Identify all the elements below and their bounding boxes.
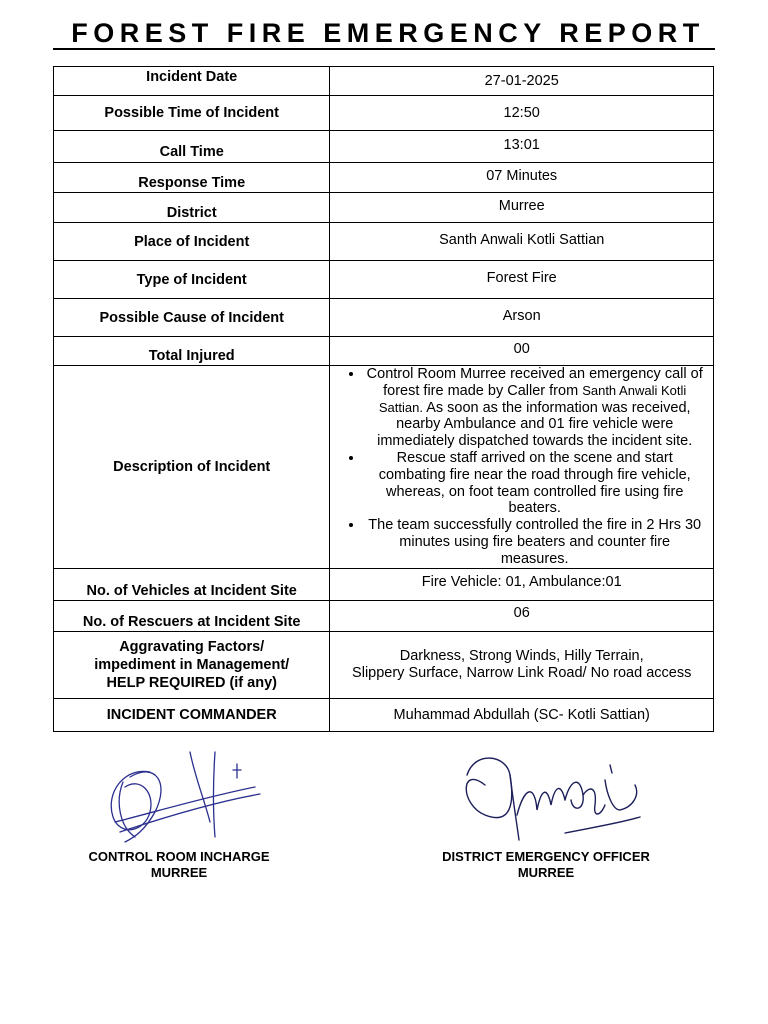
left-signature-title: CONTROL ROOM INCHARGE bbox=[88, 849, 270, 864]
label-call-time: Call Time bbox=[54, 131, 330, 163]
bullet1-text-a: Control Room Murree received an emergency call of forest fire made by Caller from bbox=[366, 366, 703, 399]
aggravating-label-1: Aggravating Factors/ bbox=[119, 638, 265, 655]
row-incident-date bbox=[54, 67, 714, 96]
description-bullet-2: • Rescue staff arrived on the scene and start combating fire near the road through fire vehicle, whereas, on foot team controlled fire using fire beaters. bbox=[364, 450, 705, 517]
left-signature-strokes bbox=[111, 752, 260, 842]
value-injured: 00 bbox=[330, 337, 714, 366]
label-cause: Possible Cause of Incident bbox=[54, 299, 330, 337]
right-signature-title: DISTRICT EMERGENCY OFFICER bbox=[442, 849, 650, 864]
left-signature-caption bbox=[70, 849, 288, 881]
row-time-incident bbox=[54, 96, 714, 131]
label-injured: Total Injured bbox=[54, 337, 330, 366]
aggravating-value-2: Slippery Surface, Narrow Link Road/ No road access bbox=[352, 664, 692, 681]
aggravating-label-2: impediment in Management/ bbox=[94, 656, 290, 673]
report-title: FOREST FIRE EMERGENCY REPORT bbox=[0, 18, 768, 49]
description-bullet-3: • The team successfully controlled the fire in 2 Hrs 30 minutes using fire beaters and counter fire measures. bbox=[364, 517, 705, 567]
label-response-time: Response Time bbox=[54, 163, 330, 193]
label-district: District bbox=[54, 193, 330, 223]
description-bullet-1 bbox=[364, 366, 705, 450]
value-district: Murree bbox=[330, 193, 714, 223]
label-time-incident: Possible Time of Incident bbox=[54, 96, 330, 131]
description-list bbox=[338, 366, 705, 568]
aggravating-label-3: HELP REQUIRED (if any) bbox=[106, 674, 277, 691]
value-incident-date: 27-01-2025 bbox=[330, 67, 714, 96]
value-vehicles: Fire Vehicle: 01, Ambulance:01 bbox=[330, 568, 714, 600]
label-rescuers: No. of Rescuers at Incident Site bbox=[54, 600, 330, 631]
aggravating-value-1: Darkness, Strong Winds, Hilly Terrain, bbox=[399, 647, 644, 664]
row-district bbox=[54, 193, 714, 223]
row-place bbox=[54, 223, 714, 261]
label-commander: INCIDENT COMMANDER bbox=[54, 698, 330, 731]
row-description bbox=[54, 366, 714, 569]
report-table bbox=[53, 66, 714, 732]
row-response-time bbox=[54, 163, 714, 193]
row-commander bbox=[54, 698, 714, 731]
row-type bbox=[54, 261, 714, 299]
value-call-time: 13:01 bbox=[330, 131, 714, 163]
row-rescuers bbox=[54, 600, 714, 631]
value-type: Forest Fire bbox=[330, 261, 714, 299]
value-commander: Muhammad Abdullah (SC- Kotli Sattian) bbox=[330, 698, 714, 731]
value-aggravating bbox=[330, 631, 714, 698]
row-vehicles bbox=[54, 568, 714, 600]
label-type: Type of Incident bbox=[54, 261, 330, 299]
label-place: Place of Incident bbox=[54, 223, 330, 261]
label-aggravating bbox=[54, 631, 330, 698]
label-vehicles: No. of Vehicles at Incident Site bbox=[54, 568, 330, 600]
value-cause: Arson bbox=[330, 299, 714, 337]
label-incident-date: Incident Date bbox=[54, 67, 330, 96]
district-officer-signature bbox=[455, 745, 655, 850]
row-injured bbox=[54, 337, 714, 366]
label-description: Description of Incident bbox=[54, 366, 330, 569]
bullet1-place: Santh Anwali Kotli Sattian. bbox=[378, 382, 687, 415]
value-description bbox=[330, 366, 714, 569]
right-signature-place: MURREE bbox=[517, 865, 575, 880]
row-aggravating bbox=[54, 631, 714, 698]
value-time-incident: 12:50 bbox=[330, 96, 714, 131]
value-place: Santh Anwali Kotli Sattian bbox=[330, 223, 714, 261]
right-signature-strokes bbox=[466, 758, 640, 840]
value-rescuers: 06 bbox=[330, 600, 714, 631]
row-cause bbox=[54, 299, 714, 337]
value-response-time: 07 Minutes bbox=[330, 163, 714, 193]
bullet1-text-b: As soon as the information was received, nearby Ambulance and 01 fire vehicle were immediately dispatched towards the incident site. bbox=[377, 399, 693, 450]
control-room-signature bbox=[95, 742, 265, 852]
row-call-time bbox=[54, 131, 714, 163]
left-signature-place: MURREE bbox=[150, 865, 208, 880]
right-signature-caption bbox=[426, 849, 666, 881]
